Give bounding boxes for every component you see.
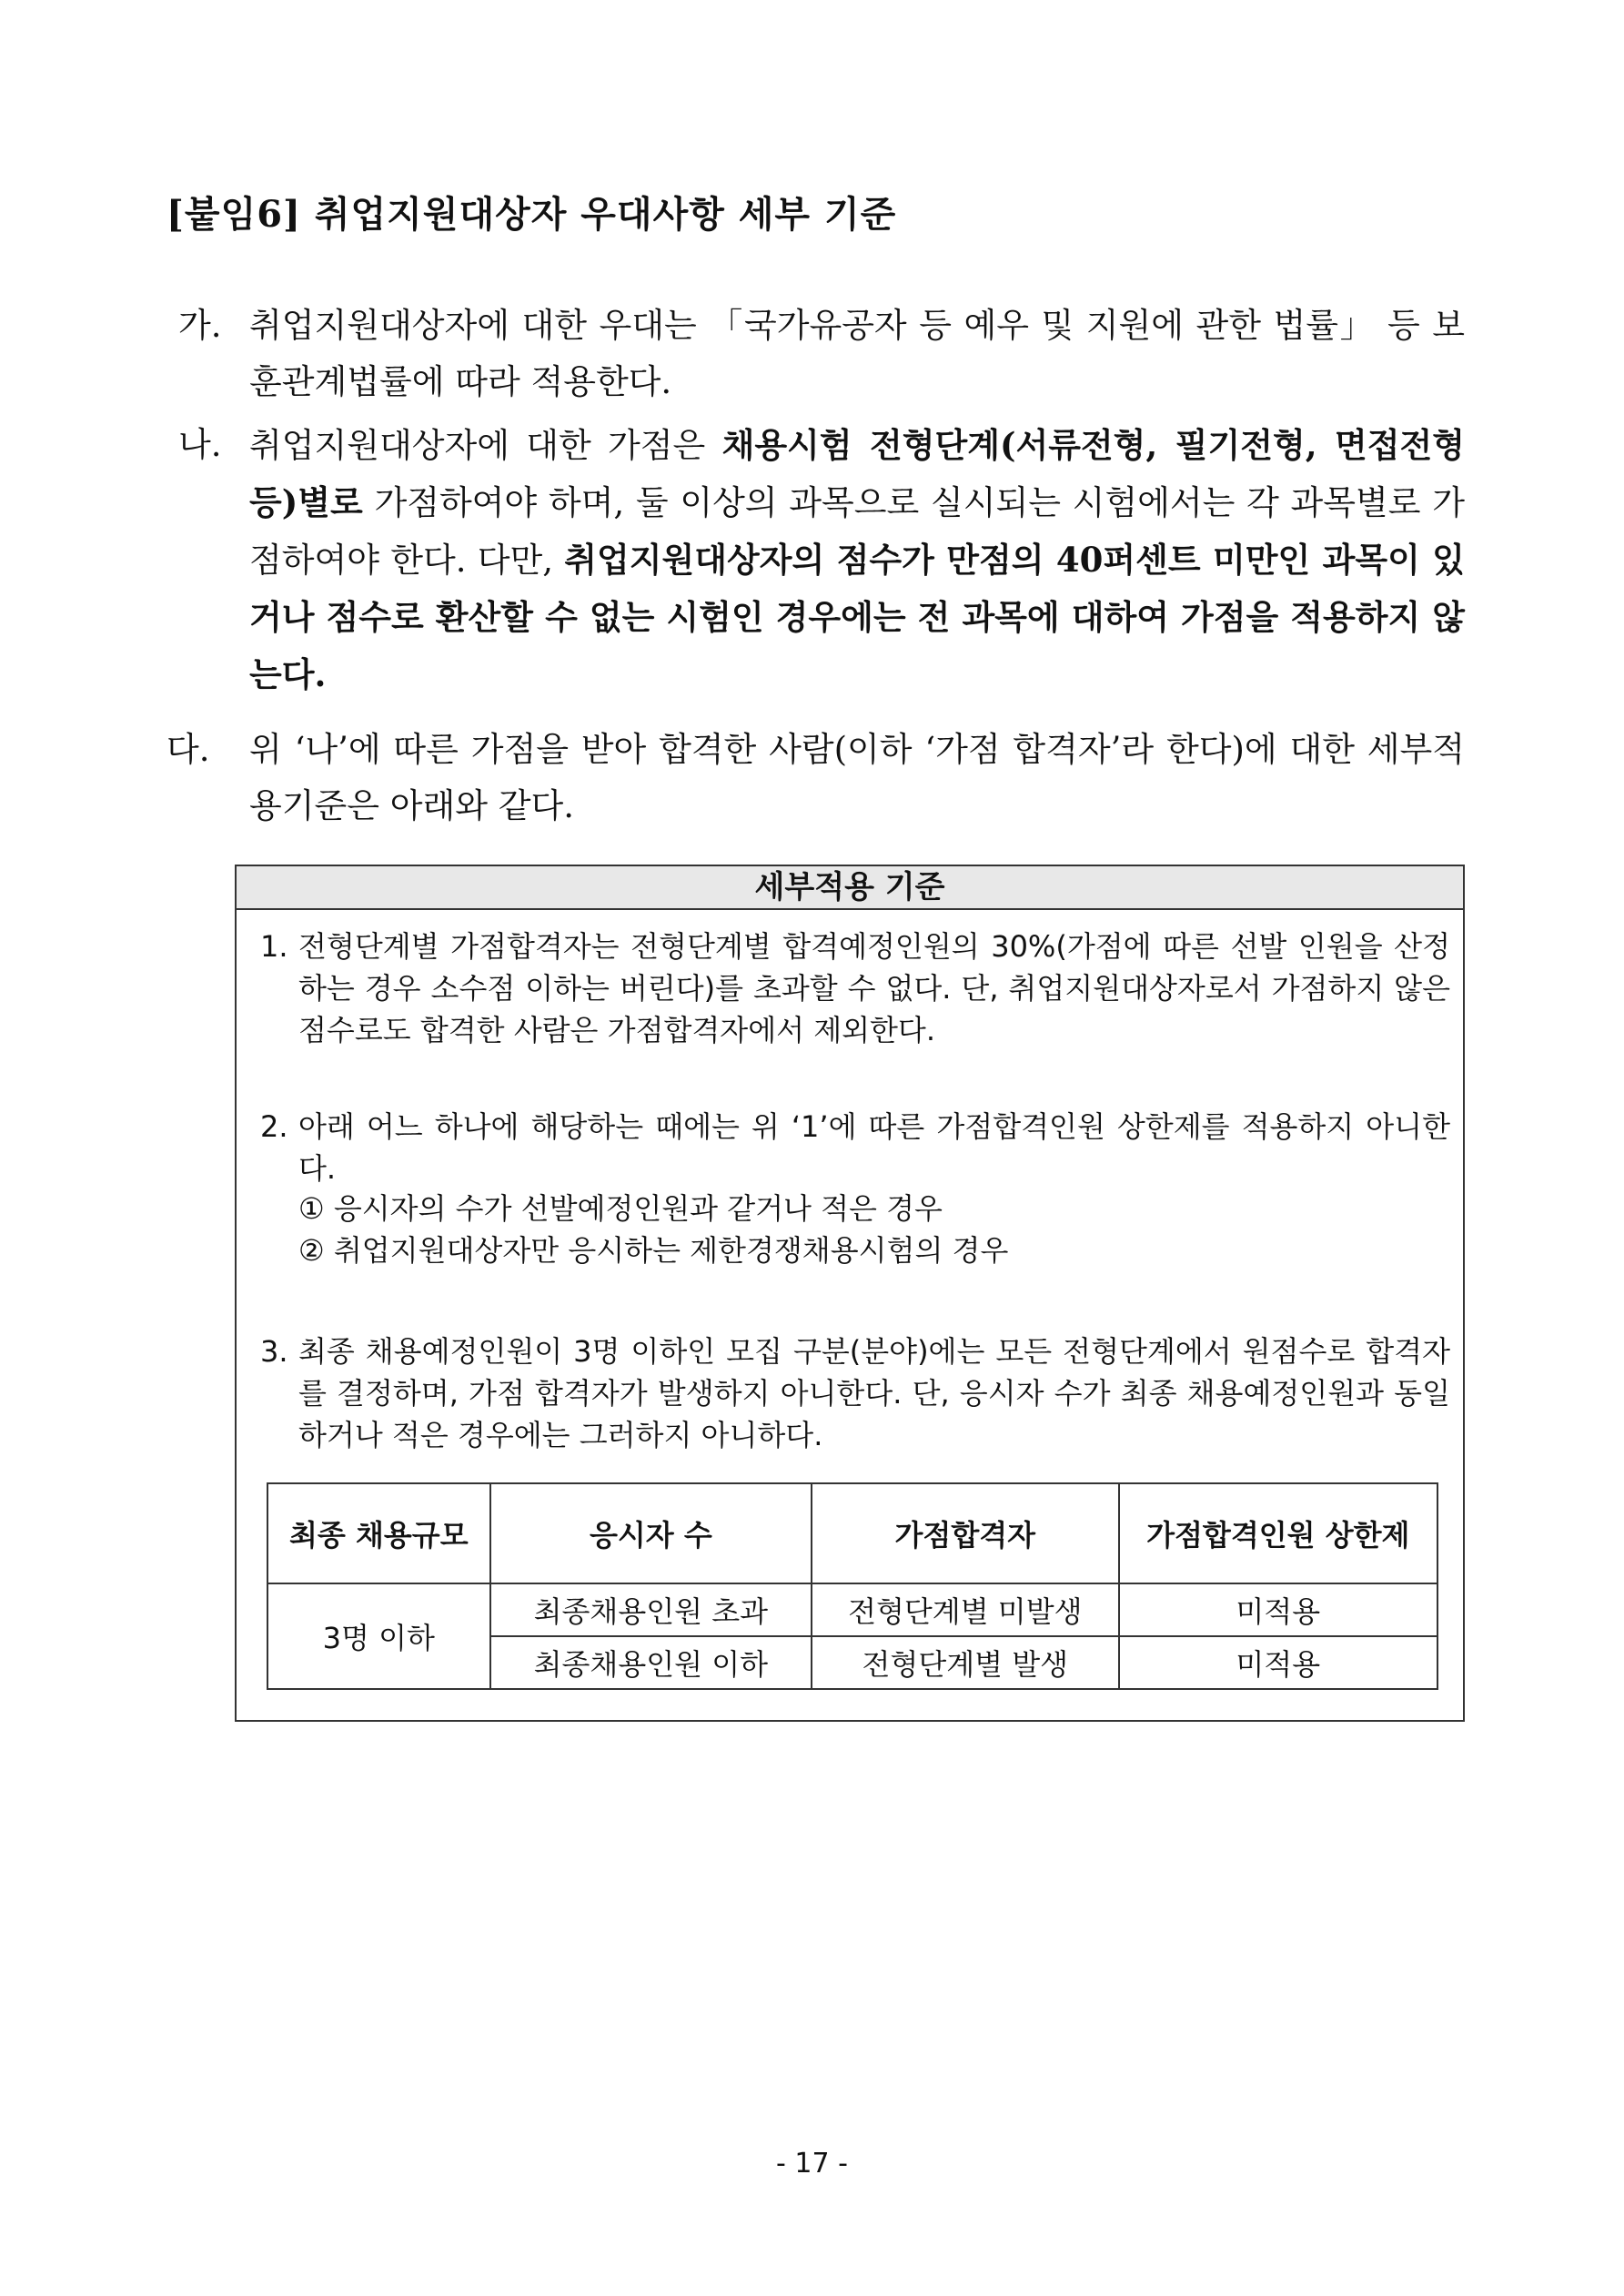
sub-item: ① 응시자의 수가 선발예정인원과 같거나 적은 경우 [298, 1191, 943, 1226]
column-header: 가점합격자 [812, 1483, 1118, 1583]
table-cell-scale: 3명 이하 [267, 1583, 490, 1689]
column-header: 응시자 수 [490, 1483, 812, 1583]
bold-text-run: 채용시험 전형단계(서류전형, 필기전형, 면접전형 등)별로 [249, 425, 1465, 522]
paragraph-text: 위 ‘나’에 따른 가점을 받아 합격한 사람(이하 ‘가점 합격자’라 한다)에 대한 세부적용기준은 아래와 같다. [249, 730, 1465, 825]
paragraph-text: 취업지원대상자에 대한 우대는 「국가유공자 등 예우 및 지원에 관한 법률」 등 보훈관계법률에 따라 적용한다. [249, 306, 1465, 401]
rule-number: 1. [260, 929, 288, 964]
text-run: 취업지원대상자에 대한 가점은 [249, 426, 722, 465]
table-cell-bonus: 전형단계별 발생 [812, 1636, 1118, 1689]
column-header: 가점합격인원 상한제 [1119, 1483, 1437, 1583]
rule-text: 전형단계별 가점합격자는 전형단계별 합격예정인원의 30%(가점에 따른 선발 인원을 산정하는 경우 소수점 이하는 버린다)를 초과할 수 없다. 단, 취업지원대상자로서 가점하지 않은 점수로도 합격한 사람은 가점합격자에서 제외한다. [298, 929, 1450, 1047]
sub-item: ② 취업지원대상자만 응시하는 제한경쟁채용시험의 경우 [298, 1233, 1009, 1268]
table-cell-applicants: 최종채용인원 이하 [490, 1636, 812, 1689]
paragraph-marker: 가. [178, 306, 222, 345]
paragraph-text [249, 417, 1465, 703]
criteria-box-header: 세부적용 기준 [237, 866, 1463, 910]
table-cell-bonus: 전형단계별 미발생 [812, 1583, 1118, 1636]
criteria-table [267, 1482, 1438, 1690]
table-cell-cap: 미적용 [1119, 1636, 1437, 1689]
column-header: 최종 채용규모 [267, 1483, 490, 1583]
page-number: - 17 - [776, 2148, 848, 2180]
text-run: 가점하여야 하며, 둘 이상의 과목으로 실시되는 시험에서는 각 과목별로 가점하여야 한다. 다만, [249, 483, 1465, 580]
table-cell-applicants: 최종채용인원 초과 [490, 1583, 812, 1636]
rule-text: 아래 어느 하나에 해당하는 때에는 위 ‘1’에 따른 가점합격인원 상한제를 적용하지 아니한다. [298, 1109, 1450, 1186]
table-cell-cap: 미적용 [1119, 1583, 1437, 1636]
rule-text: 최종 채용예정인원이 3명 이하인 모집 구분(분야)에는 모든 전형단계에서 원점수로 합격자를 결정하며, 가점 합격자가 발생하지 아니한다. 단, 응시자 수가 최종 채용예정인원과 동일하거나 적은 경우에는 그러하지 아니하다. [298, 1334, 1450, 1452]
table-row [267, 1583, 1437, 1636]
bold-text-run: 취업지원대상자의 점수가 만점의 40퍼센트 미만인 과목이 있거나 점수로 환산할 수 없는 시험인 경우에는 전 과목에 대하여 가점을 적용하지 않는다. [249, 540, 1465, 694]
paragraph-marker: 다. [166, 730, 210, 769]
paragraph-marker: 나. [178, 425, 222, 464]
rule-number: 2. [260, 1109, 288, 1144]
criteria-box [235, 865, 1465, 1722]
table-header-row [267, 1483, 1437, 1583]
document-title: [붙임6] 취업지원대상자 우대사항 세부 기준 [166, 193, 897, 236]
rule-number: 3. [260, 1334, 288, 1369]
